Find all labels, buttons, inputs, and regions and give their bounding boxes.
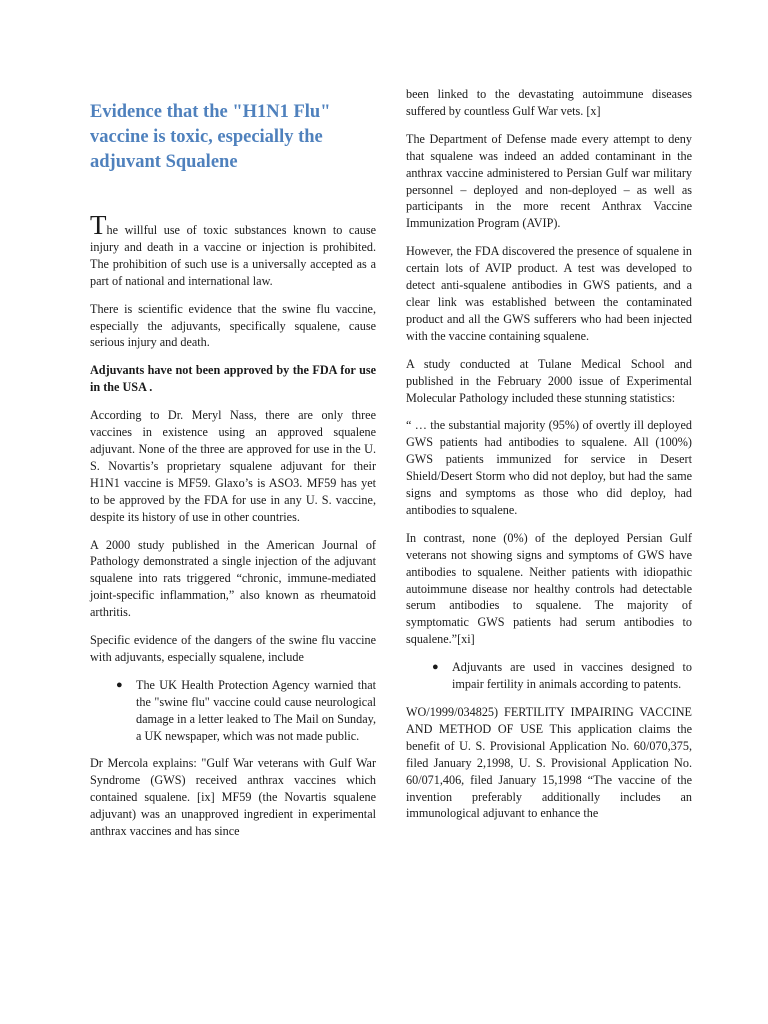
paragraph: According to Dr. Meryl Nass, there are only three vaccines in existence using an approved squalene adjuvant. None of the three are approved for use in the U. S. Novartis’s proprietary squalene adjuvant for their H1N1 vaccine is MF59. Glaxo’s is ASO3. MF59 has yet to be approved by the FDA for use in any U. S. vaccine, despite its history of use in other countries. [90, 408, 376, 524]
right-column [406, 0, 692, 833]
bullet-icon: ● [432, 661, 439, 674]
section-subheading: Adjuvants have not been approved by the FDA for use in the USA . [90, 363, 376, 395]
paragraph: A study conducted at Tulane Medical School and published in the February 2000 issue of Experimental Molecular Pathology included these stunning statistics: [406, 356, 692, 405]
quote-paragraph: In contrast, none (0%) of the deployed Persian Gulf veterans not showing signs and symptoms of GWS have antibodies to squalene. Neither patients with idiopathic autoimmune disease nor healthy controls had detectable serum antibodies to squalene. The majority of symptomatic GWS patients had serum antibodies to squalene.”[xi] [406, 530, 692, 647]
left-column [90, 0, 376, 851]
paragraph: The Department of Defense made every attempt to deny that squalene was indeed an added contaminant in the anthrax vaccine administered to Persian Gulf war military personnel – deployed and non-deployed – as well as participants in the more recent Anthrax Vaccine Immunization Program (AVIP). [406, 131, 692, 231]
paragraph: been linked to the devastating autoimmune diseases suffered by countless Gulf War vets. [x] [406, 87, 692, 118]
paragraph: A 2000 study published in the American Journal of Pathology demonstrated a single injection of the adjuvant squalene into rats triggered “chronic, immune-mediated joint-specific inflammation,” also known as rheumatoid arthritis. [90, 537, 376, 620]
bullet-list [90, 677, 376, 745]
paragraph: There is scientific evidence that the swine flu vaccine, especially the adjuvants, specifically squalene, cause serious injury and death. [90, 301, 376, 350]
paragraph: Specific evidence of the dangers of the swine flu vaccine with adjuvants, especially squalene, include [90, 633, 376, 664]
paragraph: Dr Mercola explains: "Gulf War veterans with Gulf War Syndrome (GWS) received anthrax vaccines which contained squalene. [ix] MF59 (the Novartis squalene adjuvant) was an unapproved ingredient in experimental anthrax vaccines and has since [90, 756, 376, 839]
bullet-icon: ● [116, 678, 123, 691]
paragraph: WO/1999/034825) FERTILITY IMPAIRING VACCINE AND METHOD OF USE This application claims the benefit of U. S. Provisional Application No. 60/070,375, filed January 2,1998, U. S. Provisional Application No. 60/071,406, filed January 15,1998 “The vaccine of the invention preferably additionally includes an immunological adjuvant to enhance the [406, 705, 692, 821]
drop-cap: T [90, 210, 107, 240]
list-item [406, 659, 692, 693]
paragraph: However, the FDA discovered the presence of squalene in certain lots of AVIP product. A test was developed to detect anti-squalene antibodies in GWS patients, and a clear link was established between the contaminated product and all the GWS sufferers who had been injected with the vaccine containing squalene. [406, 244, 692, 343]
page-title: Evidence that the "H1N1 Flu" vaccine is toxic, especially the adjuvant Squalene [90, 102, 331, 172]
list-item-text: The UK Health Protection Agency warnied that the "swine flu" vaccine could cause neurological damage in a letter leaked to The Mail on Sunday, a UK newspaper, which was not made public. [136, 677, 376, 743]
intro-text: he willful use of toxic substances known to cause injury and death in a vaccine or injection is prohibited. The prohibition of such use is a universally accepted as a part of national and international law. [90, 223, 376, 288]
quote-paragraph: “ … the substantial majority (95%) of overtly ill deployed GWS patients had antibodies to squalene. All (100%) GWS patients immunized for service in Desert Shield/Desert Storm who did not deploy, but had the same signs and symptoms as those who did deploy, had antibodies to squalene. [406, 418, 692, 517]
list-item-text: Adjuvants are used in vaccines designed to impair fertility in animals according to patents. [452, 660, 692, 692]
bullet-list [406, 659, 692, 693]
list-item [90, 677, 376, 745]
intro-paragraph [90, 210, 376, 290]
